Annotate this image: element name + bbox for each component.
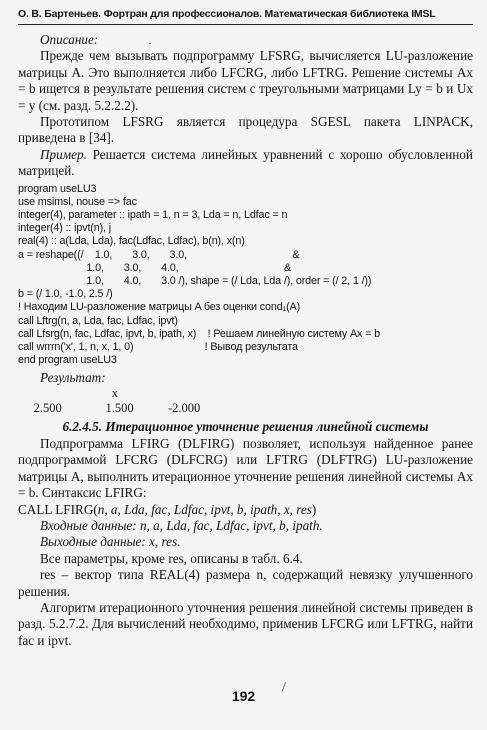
result-header: x: [18, 385, 118, 400]
call-syntax: [18, 502, 473, 518]
paragraph-lfirg: Подпрограмма LFIRG (DLFIRG) позволяет, используя найденное ранее подпрограммой LFCRG (DLFCRG) или LFTRG (DLFTRG) LU-разложение матрицы A, выполнить итерационное уточнение решения линейной системы Ax = b. Синтаксис LFIRG:: [18, 435, 473, 501]
code-line: integer(4) :: ipvt(n), j: [18, 222, 112, 235]
call-args: n, a, Lda, fac, Ldfac, ipvt, b, ipath, x, res: [97, 501, 312, 517]
paragraph-prototype: Прототипом LFSRG является процедура SGESL пакета LINPACK, приведена в [34].: [18, 114, 473, 146]
call-prefix: CALL LFIRG(: [18, 501, 98, 517]
code-line: real(4) :: a(Lda, Lda), fac(Ldfac, Ldfac), b(n), x(n): [18, 235, 245, 248]
description-heading: Описание:: [40, 32, 99, 47]
pen-mark: /: [282, 680, 286, 695]
section-title: 6.2.4.5. Итерационное уточнение решения линейной системы: [62, 418, 429, 434]
code-line: program useLU3: [18, 182, 97, 195]
params-note: Все параметры, кроме res, описаны в табл. 6.4.: [40, 550, 303, 566]
paragraph-description: Прежде чем вызывать подпрограмму LFSRG, вычисляется LU-разложение матрицы A. Это выполняется либо LFCRG, либо LFTRG. Решение системы Ax = b ищется в результате решения систем с треугольными матрицами Ly = b и Ux = y (см. разд. 5.2.2.2).: [18, 48, 473, 113]
result-label: Результат:: [40, 369, 106, 385]
code-line: a = reshape((/ 1.0, 3.0, 3.0, &: [18, 248, 300, 261]
page-number: 192: [231, 688, 256, 704]
code-line: call wrrrn('x', 1, n, x, 1, 0) ! Вывод результата: [18, 341, 298, 354]
code-line: 1.0, 3.0, 4.0, &: [18, 261, 292, 274]
input-text: : n, a, Lda, fac, Ldfac, ipvt, b, ipath.: [132, 517, 323, 533]
code-line: 1.0, 4.0, 3.0 /), shape = (/ Lda, Lda /), order = (/ 2, 1 /)): [18, 275, 372, 288]
code-line: call Lftrg(n, a, Lda, fac, Ldfac, ipvt): [18, 314, 178, 327]
code-line: use msimsl, nouse => fac: [18, 195, 137, 208]
input-label: Входные данные: [40, 517, 133, 533]
example-label: Пример.: [40, 146, 87, 162]
example-text: Решается система линейных уравнений с хорошо обусловленной матрицей.: [18, 146, 473, 179]
code-comment: ! Находим LU-разложение матрицы A без оценки cond₁(A): [18, 301, 301, 314]
call-suffix: ): [311, 501, 317, 517]
code-line: integer(4), parameter :: ipath = 1, n = 3, Lda = n, Ldfac = n: [18, 209, 288, 222]
code-line: b = (/ 1.0, -1.0, 2.5 /): [18, 288, 113, 301]
code-line: end program useLU3: [18, 354, 117, 367]
header-rule: [18, 24, 473, 25]
output-text: : x, res.: [141, 534, 181, 550]
paragraph-algorithm: Алгоритм итерационного уточнения решения линейной системы приведен в разд. 5.2.7.2. Для вычислений необходимо, применив LFCRG или LFTRG, найти fac и ipvt.: [18, 599, 473, 648]
output-data: [40, 534, 473, 550]
input-data: [40, 518, 473, 534]
res-description: res – вектор типа REAL(4) размера n, содержащий невязку улучшенного решения.: [18, 567, 473, 599]
paragraph-example: [18, 147, 473, 180]
code-line: call Lfsrg(n, fac, Ldfac, ipvt, b, ipath, x) ! Решаем линейную систему Ax = b: [18, 327, 380, 340]
result-values: 2.500 1.500 -2.000: [18, 400, 201, 415]
code-listing: [18, 183, 473, 368]
running-header: О. В. Бартеньев. Фортран для профессионалов. Математическая библиотека IMSL: [18, 8, 436, 20]
output-label: Выходные данные: [40, 534, 142, 550]
pen-mark: ·: [148, 36, 152, 50]
page-content: [18, 32, 473, 649]
